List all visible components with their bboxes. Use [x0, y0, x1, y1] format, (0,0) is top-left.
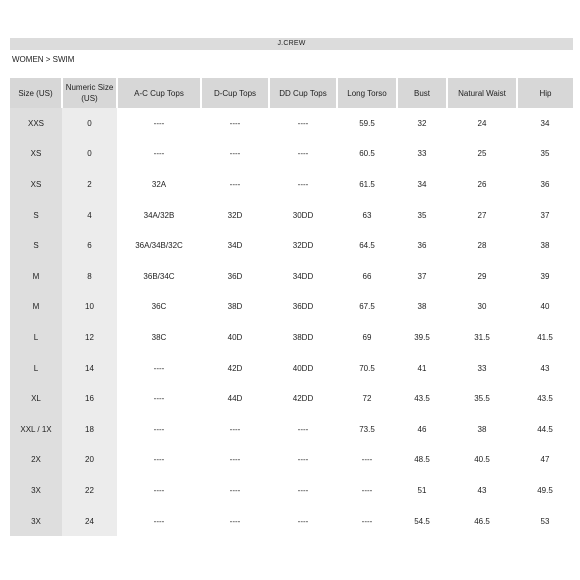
table-cell: 40DD: [292, 363, 314, 373]
table-cell: 37: [417, 271, 427, 281]
table-cell: ----: [361, 455, 373, 465]
table-cell: ----: [153, 455, 165, 465]
table-cell: 27: [477, 210, 487, 220]
table-header-row: [10, 78, 573, 108]
table-cell: 38DD: [292, 332, 314, 342]
table-cell: 26: [477, 179, 487, 189]
table-row: [10, 506, 573, 537]
table-cell: ----: [153, 516, 165, 526]
brand-title: J.CREW: [10, 38, 573, 50]
table-cell: S: [10, 200, 62, 231]
column-header: DD Cup Tops: [269, 78, 337, 108]
table-cell: 39: [540, 271, 550, 281]
table-cell: L: [10, 353, 62, 384]
table-cell: 40.5: [474, 455, 490, 465]
table-cell: 24: [62, 506, 117, 537]
table-cell: 24: [477, 118, 487, 128]
table-row: [10, 139, 573, 170]
table-cell: ----: [297, 118, 309, 128]
table-cell: M: [10, 261, 62, 292]
table-cell: 6: [62, 230, 117, 261]
table-cell: ----: [297, 179, 309, 189]
table-cell: 28: [477, 241, 487, 251]
table-cell: 36DD: [292, 302, 314, 312]
table-cell: 43: [477, 485, 487, 495]
table-cell: 14: [62, 353, 117, 384]
table-cell: 29: [477, 271, 487, 281]
table-cell: 4: [62, 200, 117, 231]
table-cell: ----: [229, 149, 241, 159]
column-header: Long Torso: [337, 78, 397, 108]
table-cell: 46: [417, 424, 427, 434]
table-cell: XS: [10, 169, 62, 200]
table-cell: 46.5: [474, 516, 490, 526]
table-body: [10, 108, 573, 536]
table-cell: L: [10, 322, 62, 353]
table-cell: XXS: [10, 108, 62, 139]
table-row: [10, 230, 573, 261]
table-cell: ----: [153, 118, 165, 128]
table-cell: 35.5: [474, 394, 490, 404]
table-cell: 32A: [151, 179, 167, 189]
table-cell: 48.5: [414, 455, 430, 465]
breadcrumb: WOMEN > SWIM: [12, 55, 75, 64]
table-cell: 34D: [227, 241, 243, 251]
column-header: Natural Waist: [447, 78, 517, 108]
table-cell: 40D: [227, 332, 243, 342]
table-cell: XL: [10, 383, 62, 414]
table-cell: 49.5: [537, 485, 553, 495]
table-cell: 32: [417, 118, 427, 128]
table-cell: 30: [477, 302, 487, 312]
table-cell: XXL / 1X: [10, 414, 62, 445]
table-cell: 32DD: [292, 241, 314, 251]
table-cell: ----: [229, 455, 241, 465]
table-row: [10, 169, 573, 200]
table-cell: 70.5: [359, 363, 375, 373]
table-cell: 8: [62, 261, 117, 292]
size-table: [10, 78, 573, 536]
table-cell: ----: [229, 485, 241, 495]
table-cell: 36D: [227, 271, 243, 281]
table-cell: 34A/32B: [143, 210, 175, 220]
table-cell: ----: [361, 485, 373, 495]
table-row: [10, 261, 573, 292]
table-cell: 36A/34B/32C: [135, 241, 183, 251]
column-header: A-C Cup Tops: [117, 78, 201, 108]
table-cell: 10: [62, 292, 117, 323]
table-cell: 38: [540, 241, 550, 251]
table-cell: ----: [297, 485, 309, 495]
table-cell: 38C: [151, 332, 167, 342]
table-cell: 0: [62, 139, 117, 170]
table-cell: 72: [362, 394, 372, 404]
table-cell: 35: [540, 149, 550, 159]
column-header: D-Cup Tops: [201, 78, 269, 108]
table-cell: 22: [62, 475, 117, 506]
table-row: [10, 445, 573, 476]
table-row: [10, 108, 573, 139]
column-header: Bust: [397, 78, 447, 108]
table-cell: 47: [540, 455, 550, 465]
table-cell: ----: [297, 516, 309, 526]
table-cell: 51: [417, 485, 427, 495]
table-row: [10, 475, 573, 506]
table-cell: 67.5: [359, 302, 375, 312]
table-cell: 42D: [227, 363, 243, 373]
table-cell: ----: [153, 363, 165, 373]
table-cell: 40: [540, 302, 550, 312]
table-cell: 33: [417, 149, 427, 159]
table-cell: S: [10, 230, 62, 261]
table-cell: ----: [297, 149, 309, 159]
table-cell: M: [10, 292, 62, 323]
column-header: Size (US): [10, 78, 62, 108]
table-cell: ----: [153, 149, 165, 159]
table-row: [10, 383, 573, 414]
table-cell: ----: [229, 118, 241, 128]
table-row: [10, 414, 573, 445]
table-cell: 34: [417, 179, 427, 189]
table-cell: XS: [10, 139, 62, 170]
table-cell: 30DD: [292, 210, 314, 220]
table-cell: 41.5: [537, 332, 553, 342]
table-cell: ----: [297, 455, 309, 465]
table-cell: 41: [417, 363, 427, 373]
table-cell: 33: [477, 363, 487, 373]
table-cell: 0: [62, 108, 117, 139]
column-header: Numeric Size (US): [62, 78, 117, 108]
table-cell: 43.5: [414, 394, 430, 404]
table-row: [10, 353, 573, 384]
table-cell: 63: [362, 210, 372, 220]
table-cell: 39.5: [414, 332, 430, 342]
table-cell: 38: [477, 424, 487, 434]
table-cell: 36: [540, 179, 550, 189]
table-cell: 43.5: [537, 394, 553, 404]
table-cell: 59.5: [359, 118, 375, 128]
table-cell: 69: [362, 332, 372, 342]
table-cell: 38: [417, 302, 427, 312]
table-row: [10, 292, 573, 323]
table-cell: ----: [229, 179, 241, 189]
table-cell: 3X: [10, 475, 62, 506]
table-cell: ----: [229, 424, 241, 434]
table-cell: 32D: [227, 210, 243, 220]
table-cell: 61.5: [359, 179, 375, 189]
table-cell: 44D: [227, 394, 243, 404]
table-cell: 43: [540, 363, 550, 373]
table-cell: 53: [540, 516, 550, 526]
table-cell: ----: [153, 424, 165, 434]
table-cell: 66: [362, 271, 372, 281]
table-cell: ----: [153, 485, 165, 495]
table-cell: 64.5: [359, 241, 375, 251]
table-cell: 3X: [10, 506, 62, 537]
column-header: Hip: [517, 78, 573, 108]
table-row: [10, 322, 573, 353]
table-cell: 73.5: [359, 424, 375, 434]
table-row: [10, 200, 573, 231]
table-cell: 2: [62, 169, 117, 200]
table-cell: ----: [297, 424, 309, 434]
table-cell: 31.5: [474, 332, 490, 342]
table-cell: 54.5: [414, 516, 430, 526]
table-cell: 2X: [10, 445, 62, 476]
table-cell: 37: [540, 210, 550, 220]
table-cell: 25: [477, 149, 487, 159]
table-cell: 34: [540, 118, 550, 128]
table-cell: 36B/34C: [143, 271, 175, 281]
table-cell: 36: [417, 241, 427, 251]
table-cell: 16: [62, 383, 117, 414]
table-cell: 20: [62, 445, 117, 476]
table-cell: 34DD: [292, 271, 314, 281]
table-cell: 60.5: [359, 149, 375, 159]
table-cell: 36C: [151, 302, 167, 312]
table-cell: ----: [229, 516, 241, 526]
table-cell: 44.5: [537, 424, 553, 434]
table-cell: 42DD: [292, 394, 314, 404]
table-cell: 35: [417, 210, 427, 220]
table-cell: 18: [62, 414, 117, 445]
table-cell: ----: [153, 394, 165, 404]
table-cell: 38D: [227, 302, 243, 312]
table-cell: 12: [62, 322, 117, 353]
table-cell: ----: [361, 516, 373, 526]
